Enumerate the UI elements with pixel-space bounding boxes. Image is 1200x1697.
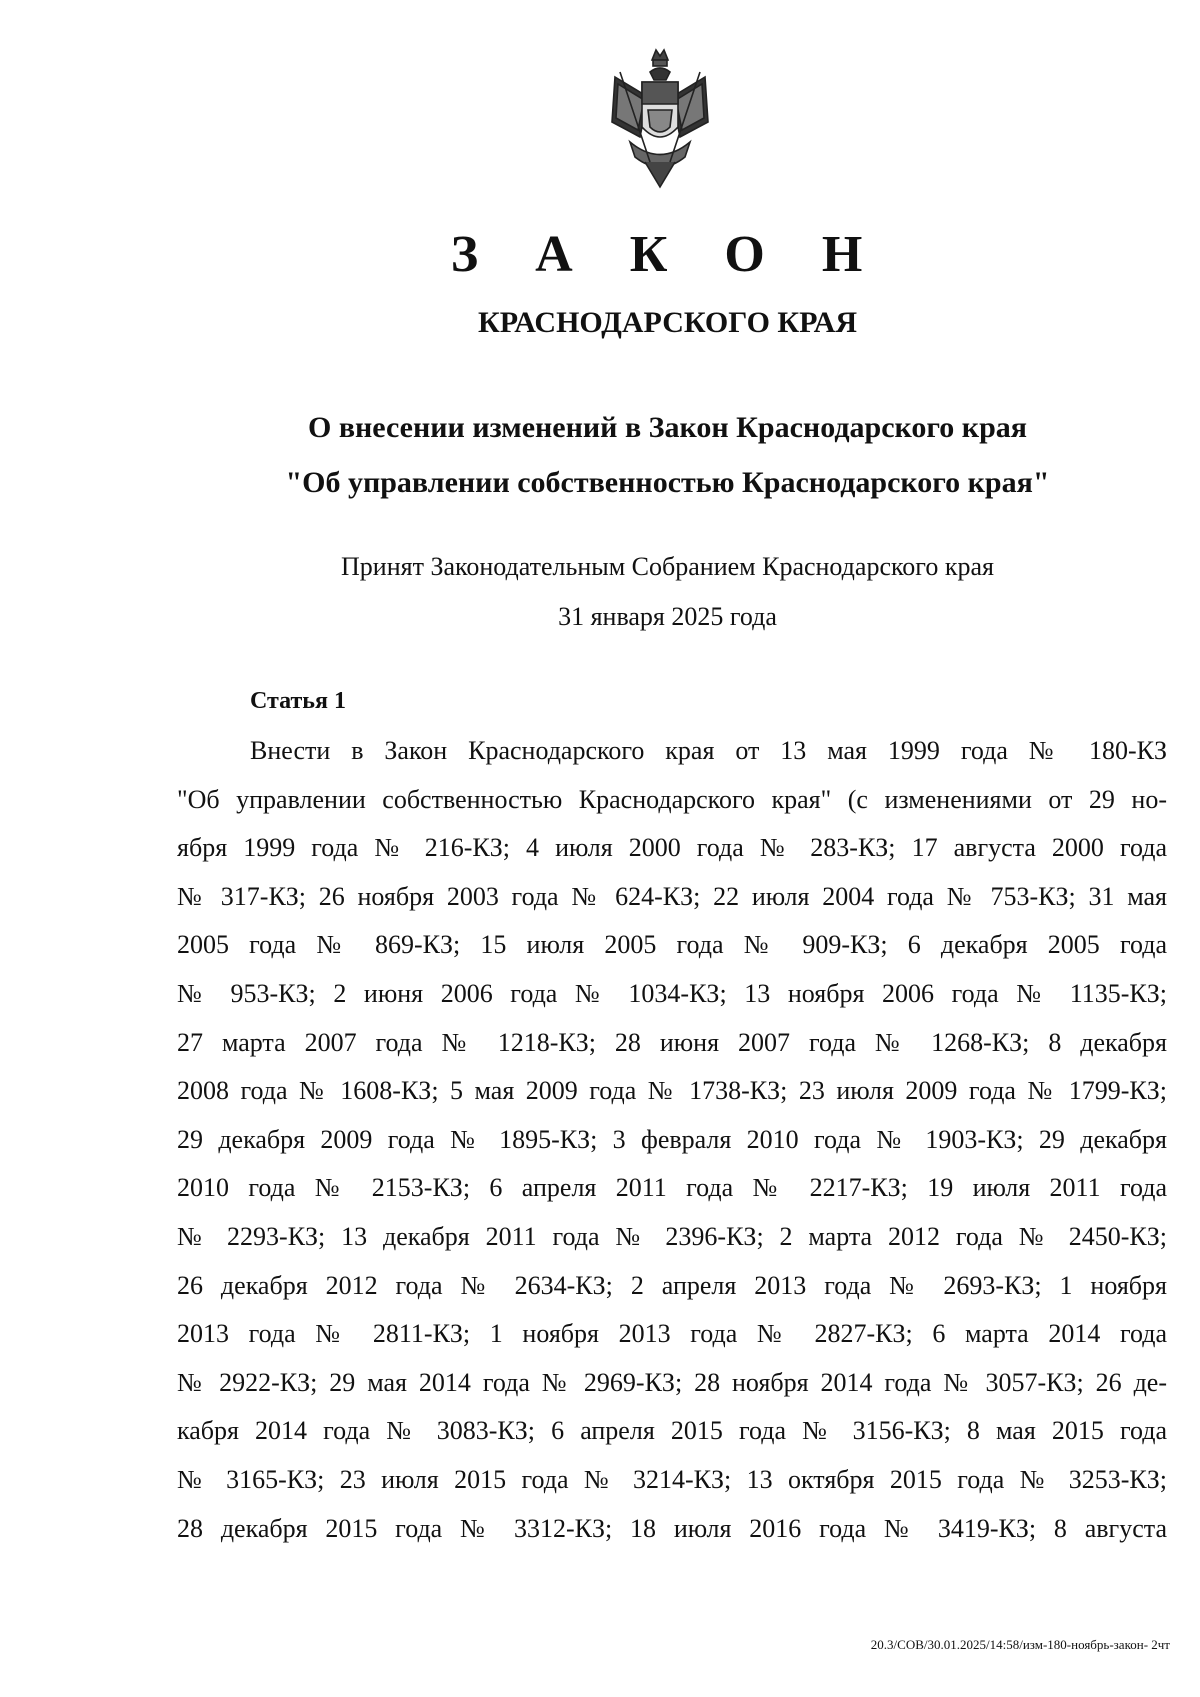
body-line: Внести в Закон Краснодарского края от 13 мая 1999 года № 180-КЗ xyxy=(250,736,1167,765)
adopted-date: 31 января 2025 года xyxy=(558,602,777,631)
adopted-by: Принят Законодательным Собранием Краснодарского края xyxy=(341,552,994,581)
body-line: "Об управлении собственностью Краснодарского края" (с изменениями от 29 но- xyxy=(177,784,1167,814)
subject-line-1: О внесении изменений в Закон Краснодарского края xyxy=(307,411,1027,444)
region-title: КРАСНОДАРСКОГО КРАЯ xyxy=(478,306,857,339)
body-line: № 2922-КЗ; 29 мая 2014 года № 2969-КЗ; 28 ноября 2014 года № 3057-КЗ; 26 де- xyxy=(177,1367,1167,1397)
body-line: № 317-КЗ; 26 ноября 2003 года № 624-КЗ; 22 июля 2004 года № 753-КЗ; 31 мая xyxy=(177,881,1167,911)
document-reference: 20.3/СОВ/30.01.2025/14:58/изм-180-ноябрь-закон- 2чт xyxy=(870,1637,1170,1652)
body-line: 2010 года № 2153-КЗ; 6 апреля 2011 года № 2217-КЗ; 19 июля 2011 года xyxy=(177,1173,1167,1203)
subject-line-2: "Об управлении собственностью Краснодарского края" xyxy=(285,466,1050,499)
body-line: ября 1999 года № 216-КЗ; 4 июля 2000 года № 283-КЗ; 17 августа 2000 года xyxy=(177,833,1167,863)
law-subject xyxy=(0,400,1200,510)
body-line: 27 марта 2007 года № 1218-КЗ; 28 июня 2007 года № 1268-КЗ; 8 декабря xyxy=(177,1027,1167,1057)
body-line: № 2293-КЗ; 13 декабря 2011 года № 2396-КЗ; 2 марта 2012 года № 2450-КЗ; xyxy=(177,1221,1167,1251)
body-line: 2008 года № 1608-КЗ; 5 мая 2009 года № 1738-КЗ; 23 июля 2009 года № 1799-КЗ; xyxy=(177,1076,1167,1106)
adoption-info xyxy=(0,542,1200,642)
body-line: 28 декабря 2015 года № 3312-КЗ; 18 июля 2016 года № 3419-КЗ; 8 августа xyxy=(177,1513,1167,1543)
body-line: 2013 года № 2811-КЗ; 1 ноября 2013 года № 2827-КЗ; 6 марта 2014 года xyxy=(177,1319,1167,1349)
body-line: кабря 2014 года № 3083-КЗ; 6 апреля 2015 года № 3156-КЗ; 8 мая 2015 года xyxy=(177,1416,1167,1446)
document-type-title: З А К О Н xyxy=(450,226,885,283)
article-body xyxy=(177,727,1167,1553)
body-line: 26 декабря 2012 года № 2634-КЗ; 2 апреля 2013 года № 2693-КЗ; 1 ноября xyxy=(177,1270,1167,1300)
body-line: 29 декабря 2009 года № 1895-КЗ; 3 февраля 2010 года № 1903-КЗ; 29 декабря xyxy=(177,1124,1167,1154)
body-line: № 3165-КЗ; 23 июля 2015 года № 3214-КЗ; 13 октября 2015 года № 3253-КЗ; xyxy=(177,1464,1167,1494)
body-line: № 953-КЗ; 2 июня 2006 года № 1034-КЗ; 13 ноября 2006 года № 1135-КЗ; xyxy=(177,978,1167,1008)
article-heading: Статья 1 xyxy=(250,688,346,714)
coat-of-arms-icon xyxy=(600,42,720,192)
body-line: 2005 года № 869-КЗ; 15 июля 2005 года № 909-КЗ; 6 декабря 2005 года xyxy=(177,930,1167,960)
